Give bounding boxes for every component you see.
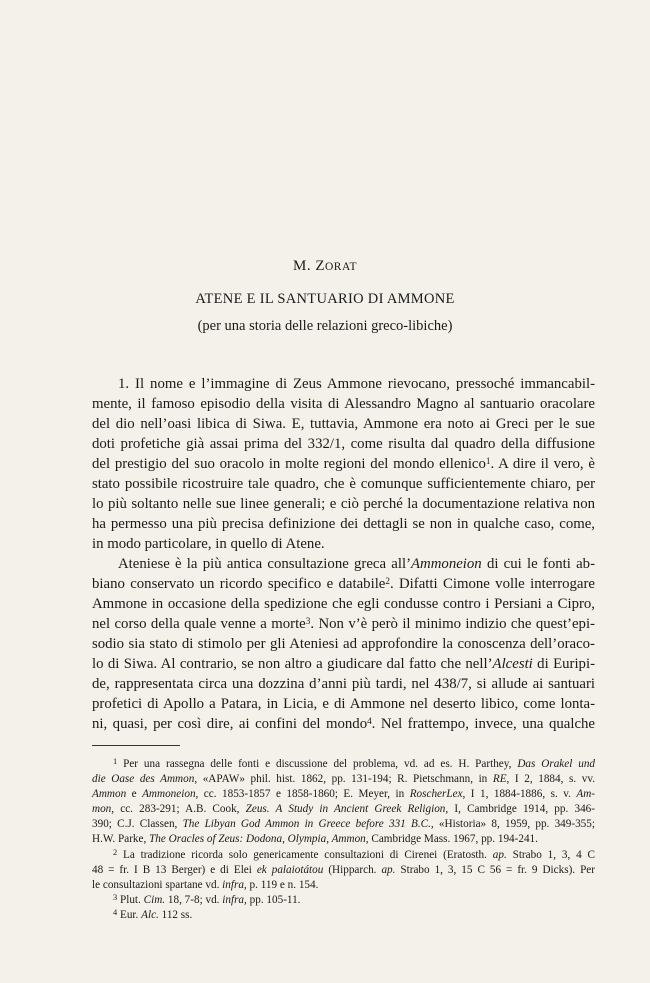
footnote-line: die Oase des Ammon, «APAW» phil. hist. 1862, pp. 131-194; R. Pietschmann, in RE, I 2, 1884, s. vv. — [92, 773, 595, 785]
body-line: in modo particolare, in quello di Atene. — [92, 536, 325, 552]
footnote-line: 390; C.J. Classen, The Libyan God Ammon in Greece before 331 B.C., «Historia» 8, 1959, pp. 349-355; — [92, 818, 595, 830]
article-title: ATENE E IL SANTUARIO DI AMMONE — [195, 291, 455, 307]
body-line: lo più soltanto nelle sue linee generali; e ciò perché la documentazione relativa non — [92, 496, 595, 512]
footnote-1: $^1$ Per una rassegna delle fonti e discussione del problema, vd. ad es. H. Parthey, Das Orakel und — [113, 757, 596, 770]
footnote-number: 4 — [113, 908, 118, 918]
footnote-ref: 1 — [485, 455, 491, 466]
footnote-3: $^3$ Plut. Cim. 18, 7-8; vd. infra, pp. 105-11. — [113, 893, 301, 906]
footnote-ref: 3 — [305, 615, 311, 626]
body-line: Ammone in occasione della spedizione che egli condusse contro i Persiani a Cipro, — [92, 596, 595, 612]
footnote-2: $^2$ La tradizione ricorda solo genericamente consultazioni di Cirenei (Eratosth. ap. Strabo 1, 3, 4 C — [113, 848, 595, 861]
body-line: doti profetiche già assai prima del 332/1, come risulta dal quadro della diffusione — [92, 436, 595, 452]
footnote-number: 2 — [113, 848, 118, 858]
body-line: de, rappresentata circa una dozzina d’anni più tardi, nel 438/7, si allude ai santuari — [92, 676, 595, 692]
author-surname-smallcaps: ORAT — [324, 261, 358, 273]
article-subtitle: (per una storia delle relazioni greco-libiche) — [197, 318, 453, 334]
body-line: 1. Il nome e l’immagine di Zeus Ammone rievocano, pressoché immancabil- — [118, 376, 595, 392]
body-line: sodio sia stato di stimolo per gli Ateniesi ad approfondire la conoscenza dell’oraco- — [92, 636, 595, 652]
footnote-line: H.W. Parke, The Oracles of Zeus: Dodona, Olympia, Ammon, Cambridge Mass. 1967, pp. 194-241. — [92, 833, 538, 845]
footnote-ref: 2 — [385, 575, 390, 586]
body-line: del dio nell’oasi libica di Siwa. E, tuttavia, Ammone era noto ai Greci per le sue — [92, 416, 595, 432]
body-line: ni, quasi, per così dire, ai confini del mondo$^4$. Nel frattempo, invece, una qualche — [92, 715, 595, 732]
footnote-separator — [92, 745, 180, 746]
footnote-line: Ammon e Ammoneion, cc. 1853-1857 e 1858-1860; E. Meyer, in RoscherLex, I 1, 1884-1886, s. v. Am- — [92, 788, 595, 800]
body-line: biano conservato un ricordo specifico e databile$^2$. Difatti Cimone volle interrogare — [92, 575, 595, 592]
body-line: mente, il famoso episodio della visita di Alessandro Magno al santuario oracolare — [92, 396, 595, 412]
footnote-line: 48 = fr. I B 13 Berger) e di Elei ek palaiotátou (Hipparch. ap. Strabo 1, 3, 15 C 56 = fr. 9 Dicks). Per — [92, 864, 595, 876]
author-name — [0, 258, 650, 275]
footnote-ref: 4 — [367, 715, 372, 726]
author-initial: M. Z — [292, 258, 325, 274]
body-line: del prestigio del suo oracolo in molte regioni del mondo ellenico$^1$. A dire il vero, è — [92, 455, 595, 472]
footnote-number: 1 — [113, 757, 118, 767]
body-line: lo di Siwa. Al contrario, se non altro a giudicare dal fatto che nell’Alcesti di Euripi- — [92, 656, 595, 672]
body-line: ha permesso una più precisa definizione dei dettagli se non in qualche caso, come, — [92, 516, 595, 532]
body-line: profetici di Apollo a Patara, in Licia, e di Ammone nel deserto libico, come lonta- — [92, 696, 595, 712]
footnote-number: 3 — [113, 893, 118, 903]
body-line: nel corso della quale venne a morte$^3$. Non v’è però il minimo indizio che quest’epi- — [92, 615, 595, 632]
footnote-line: mon, cc. 283-291; A.B. Cook, Zeus. A Study in Ancient Greek Religion, I, Cambridge 1914, pp. 346- — [92, 803, 595, 815]
body-line: stato possibile ricostruire tale quadro, che è comunque sufficientemente chiaro, per — [92, 476, 595, 492]
body-line: Ateniese è la più antica consultazione greca all’Ammoneion di cui le fonti ab- — [118, 556, 595, 572]
footnote-4: $^4$ Eur. Alc. 112 ss. — [113, 908, 193, 921]
footnote-line: le consultazioni spartane vd. infra, p. 119 e n. 154. — [92, 879, 319, 891]
